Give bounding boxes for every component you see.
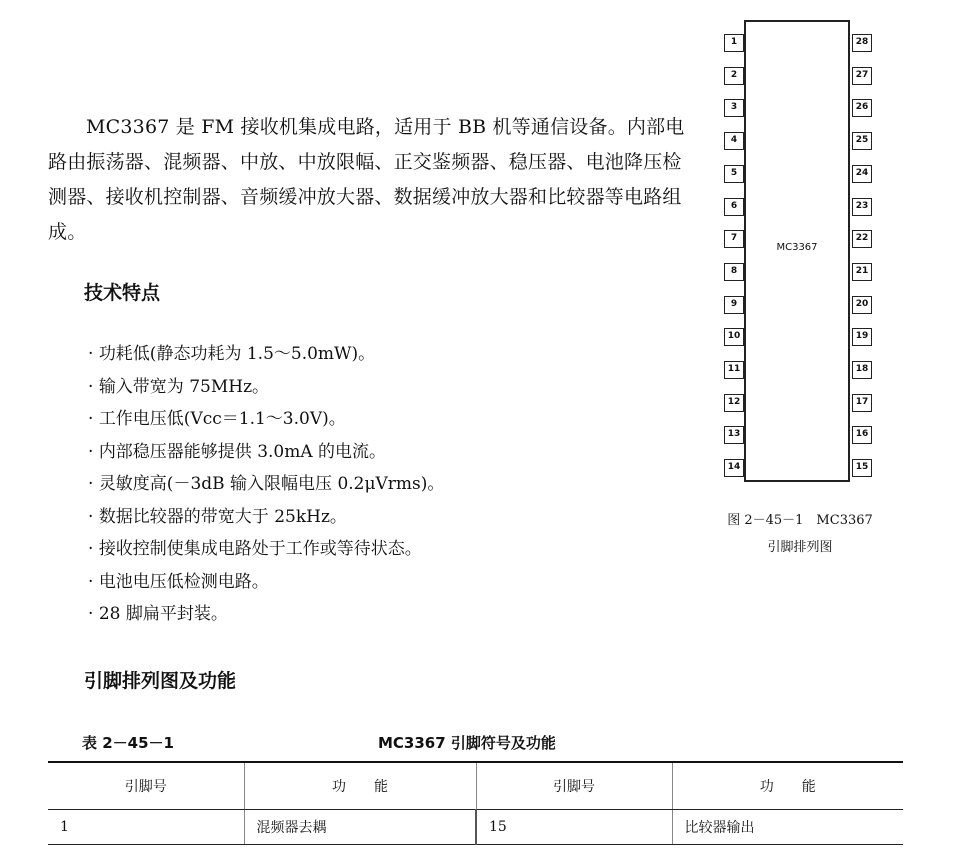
feature-item: · 28 脚扁平封装。 [88,598,444,631]
pin-left-5: 5 [724,165,744,183]
pin-right-16: 16 [852,426,872,444]
table-cell: 15 [476,810,672,845]
pin-right-19: 19 [852,328,872,346]
chip-label: MC3367 [776,242,818,253]
pin-right-26: 26 [852,99,872,117]
pin-left-11: 11 [724,361,744,379]
pin-right-22: 22 [852,230,872,248]
table-cell: 比较器输出 [672,810,903,845]
pin-left-7: 7 [724,230,744,248]
pin-right-15: 15 [852,459,872,477]
pin-left-8: 8 [724,263,744,281]
pin-left-10: 10 [724,328,744,346]
diagram-caption-line1: 图 2－45－1 MC3367 [727,513,873,528]
pin-right-25: 25 [852,132,872,150]
feature-item: · 功耗低(静态功耗为 1.5～5.0mW)。 [88,338,444,371]
feature-item: · 输入带宽为 75MHz。 [88,371,444,404]
column-header: 引脚号 [48,762,244,810]
pin-right-23: 23 [852,198,872,216]
column-header: 引脚号 [476,762,672,810]
pin-right-21: 21 [852,263,872,281]
table-title: MC3367 引脚符号及功能 [378,734,556,752]
pin-left-13: 13 [724,426,744,444]
pin-right-27: 27 [852,67,872,85]
feature-item: · 工作电压低(Vcc＝1.1～3.0V)。 [88,403,444,436]
pin-right-20: 20 [852,296,872,314]
table-header-row [48,762,903,810]
features-list [88,338,444,631]
intro-paragraph: MC3367 是 FM 接收机集成电路，适用于 BB 机等通信设备。内部电路由振荡器、混频器、中放、中放限幅、正交鉴频器、稳压器、电池降压检测器、接收机控制器、音频缓冲放大器、数据缓冲放大器和比较器等电路组成。 [48,116,685,243]
pin-section-heading: 引脚排列图及功能 [84,670,237,692]
pin-function-table [48,761,903,845]
pin-left-3: 3 [724,99,744,117]
pin-left-12: 12 [724,394,744,412]
table-number: 表 2－45－1 [82,734,174,752]
pin-right-28: 28 [852,34,872,52]
column-header: 功 能 [244,762,476,810]
table-cell: 混频器去耦 [244,810,476,845]
features-heading: 技术特点 [84,282,161,304]
pin-left-9: 9 [724,296,744,314]
pin-left-6: 6 [724,198,744,216]
diagram-caption-line2: 引脚排列图 [767,540,833,555]
chip-body [744,20,850,482]
table-row [48,810,903,845]
feature-item: · 数据比较器的带宽大于 25kHz。 [88,501,444,534]
column-header: 功 能 [672,762,903,810]
pin-diagram [720,20,880,482]
pin-left-1: 1 [724,34,744,52]
pin-right-18: 18 [852,361,872,379]
feature-item: · 内部稳压器能够提供 3.0mA 的电流。 [88,436,444,469]
feature-item: · 灵敏度高(－3dB 输入限幅电压 0.2μVrms)。 [88,468,444,501]
pin-left-14: 14 [724,459,744,477]
feature-item: · 电池电压低检测电路。 [88,566,444,599]
pin-left-4: 4 [724,132,744,150]
table-cell: 1 [48,810,244,845]
pin-right-24: 24 [852,165,872,183]
pin-left-2: 2 [724,67,744,85]
pin-right-17: 17 [852,394,872,412]
feature-item: · 接收控制使集成电路处于工作或等待状态。 [88,533,444,566]
